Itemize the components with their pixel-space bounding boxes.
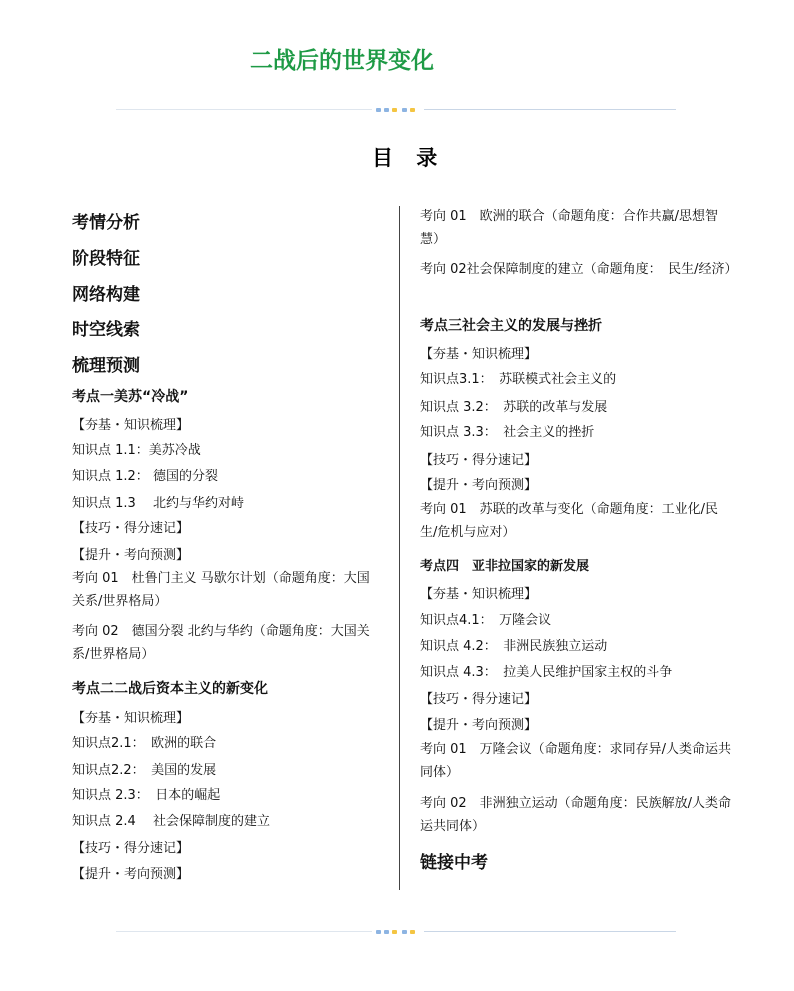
toc-entry: 知识点2.2： 美国的发展 bbox=[72, 763, 217, 778]
column-divider bbox=[399, 206, 400, 890]
toc-entry: 知识点3.1： 苏联模式社会主义的 bbox=[420, 372, 617, 387]
toc-entry: 知识点 2.4 社会保障制度的建立 bbox=[72, 814, 270, 829]
toc-entry: 考向 02 非洲独立运动（命题角度：民族解放/人类命运共同体） bbox=[420, 796, 732, 834]
toc-entry: 知识点 3.3： 社会主义的挫折 bbox=[420, 425, 595, 440]
toc-entry: 考向 01 杜鲁门主义 马歇尔计划（命题角度：大国关系/世界格局） bbox=[72, 571, 370, 609]
toc-entry: 阶段特征 bbox=[72, 249, 140, 269]
toc-entry: 网络构建 bbox=[72, 285, 140, 305]
toc-entry: 【提升・考向预测】 bbox=[420, 718, 538, 733]
toc-entry: 【夯基・知识梳理】 bbox=[72, 711, 190, 726]
toc-entry: 【夯基・知识梳理】 bbox=[72, 418, 190, 433]
toc-entry: 考向 01 苏联的改革与变化（命题角度：工业化/民生/危机与应对） bbox=[420, 502, 719, 540]
toc-entry: 知识点 1.1：美苏冷战 bbox=[72, 443, 201, 458]
toc-entry: 考向 02社会保障制度的建立（命题角度： 民生/经济） bbox=[420, 262, 738, 277]
toc-entry: 知识点 4.2： 非洲民族独立运动 bbox=[420, 639, 608, 654]
toc-entry: 考向 01 万隆会议（命题角度：求同存异/人类命运共同体） bbox=[420, 742, 732, 780]
toc-entry: 【技巧・得分速记】 bbox=[420, 692, 538, 707]
toc-entry: 知识点 4.3： 拉美人民维护国家主权的斗争 bbox=[420, 665, 673, 680]
toc-entry: 考点一美苏“冷战” bbox=[72, 389, 189, 405]
top-divider-ornament bbox=[116, 104, 676, 116]
toc-entry: 知识点 1.2： 德国的分裂 bbox=[72, 469, 218, 484]
toc-entry: 【技巧・得分速记】 bbox=[72, 841, 190, 856]
toc-entry: 考点四 亚非拉国家的新发展 bbox=[420, 559, 590, 574]
toc-entry: 【技巧・得分速记】 bbox=[72, 521, 190, 536]
toc-entry: 【提升・考向预测】 bbox=[72, 867, 190, 882]
document-title: 二战后的世界变化 bbox=[250, 48, 434, 74]
toc-heading: 目 录 bbox=[372, 146, 446, 170]
toc-entry: 考向 01 欧洲的联合（命题角度：合作共赢/思想智慧） bbox=[420, 209, 719, 247]
toc-entry: 知识点2.1： 欧洲的联合 bbox=[72, 736, 217, 751]
toc-entry: 【提升・考向预测】 bbox=[420, 478, 538, 493]
toc-entry: 梳理预测 bbox=[72, 356, 140, 376]
toc-entry: 时空线索 bbox=[72, 320, 140, 340]
toc-entry: 【夯基・知识梳理】 bbox=[420, 587, 538, 602]
toc-entry: 考点三社会主义的发展与挫折 bbox=[420, 318, 602, 334]
toc-entry: 知识点4.1： 万隆会议 bbox=[420, 613, 552, 628]
toc-entry: 【夯基・知识梳理】 bbox=[420, 347, 538, 362]
bottom-divider-ornament bbox=[116, 926, 676, 938]
toc-entry: 【提升・考向预测】 bbox=[72, 548, 190, 563]
toc-entry: 考情分析 bbox=[72, 213, 140, 233]
toc-entry: 【技巧・得分速记】 bbox=[420, 453, 538, 468]
toc-entry: 考点二二战后资本主义的新变化 bbox=[72, 681, 268, 697]
toc-entry: 考向 02 德国分裂 北约与华约（命题角度：大国关系/世界格局） bbox=[72, 624, 370, 662]
toc-entry: 知识点 3.2： 苏联的改革与发展 bbox=[420, 400, 608, 415]
toc-entry: 知识点 1.3 北约与华约对峙 bbox=[72, 496, 244, 511]
toc-entry: 链接中考 bbox=[420, 853, 488, 873]
toc-entry: 知识点 2.3： 日本的崛起 bbox=[72, 788, 221, 803]
